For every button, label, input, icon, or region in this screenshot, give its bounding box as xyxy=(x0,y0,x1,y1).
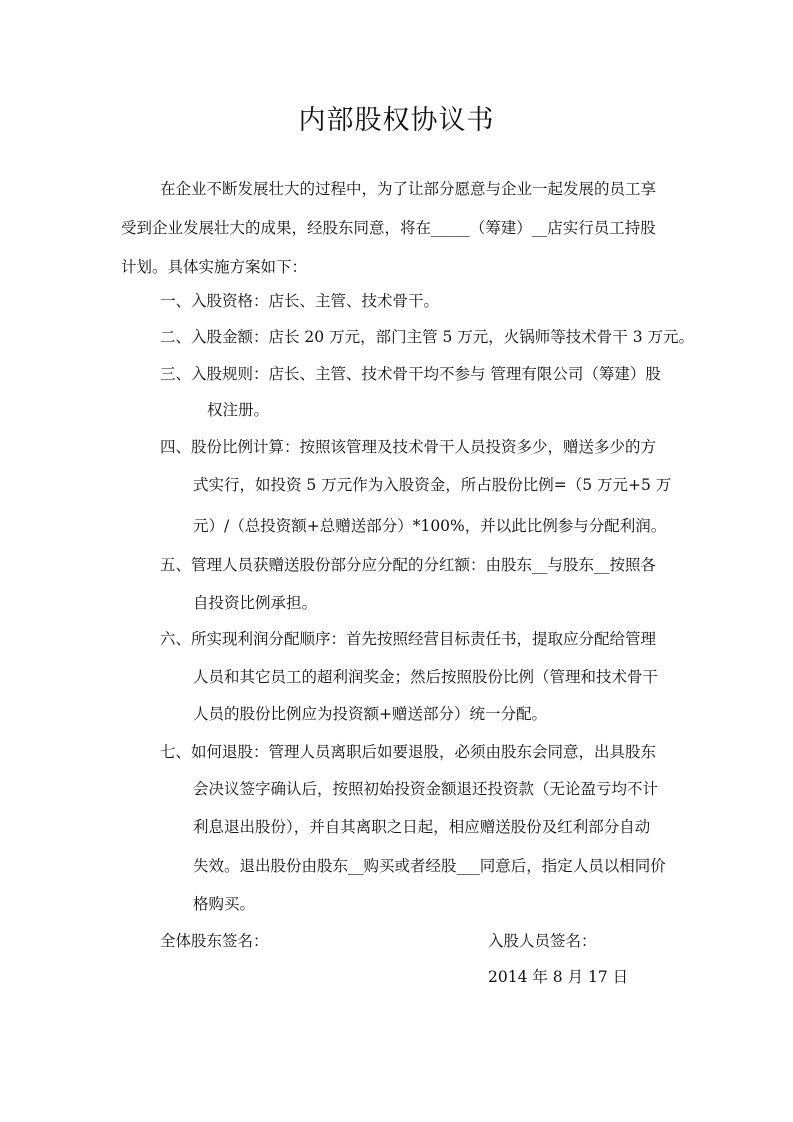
investor-signature-label: 入股人员签名： xyxy=(488,932,597,950)
clause-7-line-4: 失效。退出股份由股东__购买或者经股___同意后，指定人员以相同价 xyxy=(193,857,666,875)
clause-4-line-1: 四、股份比例计算：按照该管理及技术骨干人员投资多少，赠送多少的方 xyxy=(160,438,657,456)
clause-6-line-1: 六、所实现利润分配顺序：首先按照经营目标责任书，提取应分配给管理 xyxy=(160,630,657,648)
clause-7-line-5: 格购买。 xyxy=(193,895,256,913)
clause-4-line-2: 式实行，如投资 5 万元作为入股资金，所占股份比例=（5 万元+5 万 xyxy=(193,476,672,494)
clause-1-line-1: 一、入股资格：店长、主管、技术骨干。 xyxy=(160,292,440,310)
clause-4-line-3: 元）/（总投资额+总赠送部分）*100%，并以此比例参与分配利润。 xyxy=(193,517,667,535)
clause-7-line-2: 会决议签字确认后，按照初始投资金额退还投资款（无论盈亏均不计 xyxy=(193,780,659,798)
clause-2-line-1: 二、入股金额：店长 20 万元，部门主管 5 万元，火锅师等技术骨干 3 万元。 xyxy=(160,328,695,346)
intro-line-1: 在企业不断发展壮大的过程中，为了让部分愿意与企业一起发展的员工享 xyxy=(160,180,657,198)
clause-7-line-1: 七、如何退股：管理人员离职后如要退股，必须由股东会同意，出具股东 xyxy=(160,743,657,761)
clause-6-line-3: 人员的股份比例应为投资额+赠送部分）统一分配。 xyxy=(193,705,547,723)
clause-6-line-2: 人员和其它员工的超利润奖金；然后按照股份比例（管理和技术骨干 xyxy=(193,668,659,686)
clause-5-line-2: 自投资比例承担。 xyxy=(193,594,318,612)
clause-7-line-3: 利息退出股份），并自其离职之日起，相应赠送股份及红利部分自动 xyxy=(193,818,651,836)
document-title: 内部股权协议书 xyxy=(298,105,495,136)
document-date: 2014 年 8 月 17 日 xyxy=(488,968,629,986)
all-shareholders-signature-label: 全体股东签名： xyxy=(160,932,269,950)
intro-line-2: 受到企业发展壮大的成果，经股东同意，将在_____（筹建）__店实行员工持股 xyxy=(121,219,656,237)
clause-5-line-1: 五、管理人员获赠送股份部分应分配的分红额：由股东__与股东__按照各 xyxy=(160,556,657,574)
clause-3-line-1: 三、入股规则：店长、主管、技术骨干均不参与 管理有限公司（筹建）股 xyxy=(160,365,661,383)
intro-line-3: 计划。具体实施方案如下： xyxy=(121,258,308,276)
clause-3-line-2: 权注册。 xyxy=(207,401,270,419)
